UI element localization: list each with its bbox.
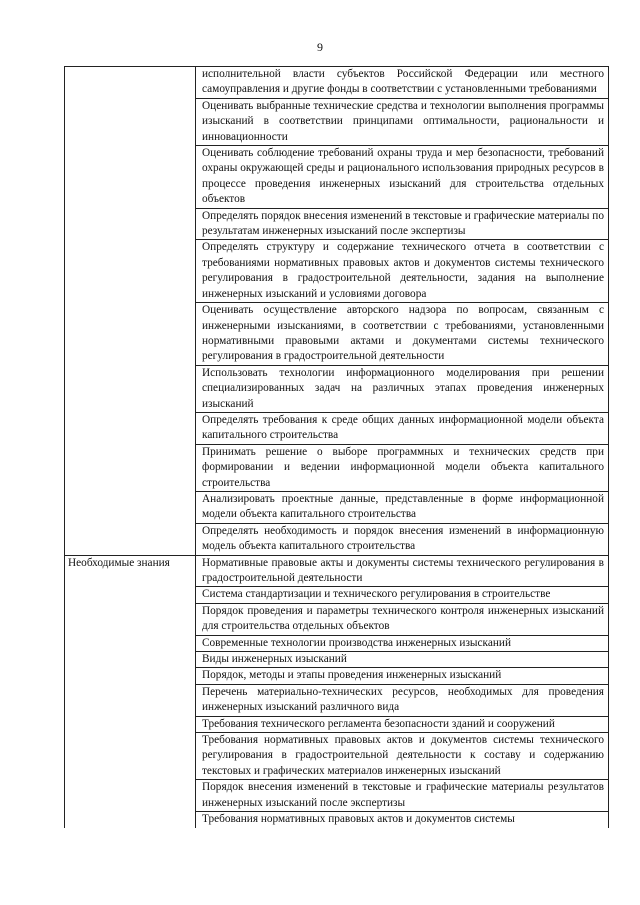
knowledge-cell: Требования технического регламента безопасности зданий и сооружений [196,716,609,732]
knowledge-cell: Порядок внесения изменений в текстовые и графические материалы результатов инженерных изысканий после экспертизы [196,780,609,812]
requirement-cell: Принимать решение о выборе программных и технических средств при формировании и ведении информационной модели объекта капитального строительства [196,444,609,491]
knowledge-cell: Современные технологии производства инженерных изысканий [196,635,609,651]
requirement-cell: Определять необходимость и порядок внесения изменений в информационную модель объекта капитального строительства [196,523,609,555]
knowledge-cell: Нормативные правовые акты и документы системы технического регулирования в градостроительной деятельности [196,555,609,587]
knowledge-cell: Порядок проведения и параметры технического контроля инженерных изысканий для строительства отдельных объектов [196,603,609,635]
requirement-cell: Определять структуру и содержание технического отчета в соответствии с требованиями нормативных правовых актов и документов системы технического регулирования в градостроительной деятельности, задания на выполнение инженерных изысканий и условиями договора [196,240,609,303]
requirement-cell: Анализировать проектные данные, представленные в форме информационной модели объекта капитального строительства [196,491,609,523]
requirement-cell: Оценивать соблюдение требований охраны труда и мер безопасности, требований охраны окружающей среды и рационального использования природных ресурсов в процессе проведения инженерных изысканий для строительства отдельных объектов [196,146,609,209]
knowledge-cell: Система стандартизации и технического регулирования в строительстве [196,587,609,603]
knowledge-cell: Перечень материально-технических ресурсов, необходимых для проведения инженерных изысканий различного вида [196,684,609,716]
page-number: 9 [317,40,323,54]
knowledge-cell: Порядок, методы и этапы проведения инженерных изысканий [196,668,609,684]
requirement-cell: Использовать технологии информационного моделирования при решении специализированных задач на различных этапах проведения инженерных изысканий [196,365,609,412]
table-row [65,67,609,99]
knowledge-cell: Требования нормативных правовых актов и документов системы технического регулирования в градостроительной деятельности к составу и содержанию текстовых и графических материалов инженерных изысканий [196,733,609,780]
requirement-cell: Оценивать осуществление авторского надзора по вопросам, связанным с инженерными изысканиями, в соответствии с требованиями, установленными нормативными правовыми актами и документами системы технического регулирования в градостроительной деятельности [196,303,609,366]
requirement-cell: Определять порядок внесения изменений в текстовые и графические материалы по результатам инженерных изысканий после экспертизы [196,208,609,240]
requirement-cell: Оценивать выбранные технические средства и технологии выполнения программы изысканий в соответствии принципами оптимальности, рациональности и инновационности [196,98,609,145]
section-heading-cell [65,67,196,556]
requirement-cell: исполнительной власти субъектов Российской Федерации или местного самоуправления и другие фонды в соответствии с установленными требованиями [196,67,609,99]
knowledge-cell: Требования нормативных правовых актов и документов системы [196,812,609,828]
table-row [65,555,609,587]
knowledge-cell: Виды инженерных изысканий [196,652,609,668]
requirement-cell: Определять требования к среде общих данных информационной модели объекта капитального строительства [196,412,609,444]
section-heading-cell: Необходимые знания [65,555,196,827]
requirements-table [64,66,609,828]
